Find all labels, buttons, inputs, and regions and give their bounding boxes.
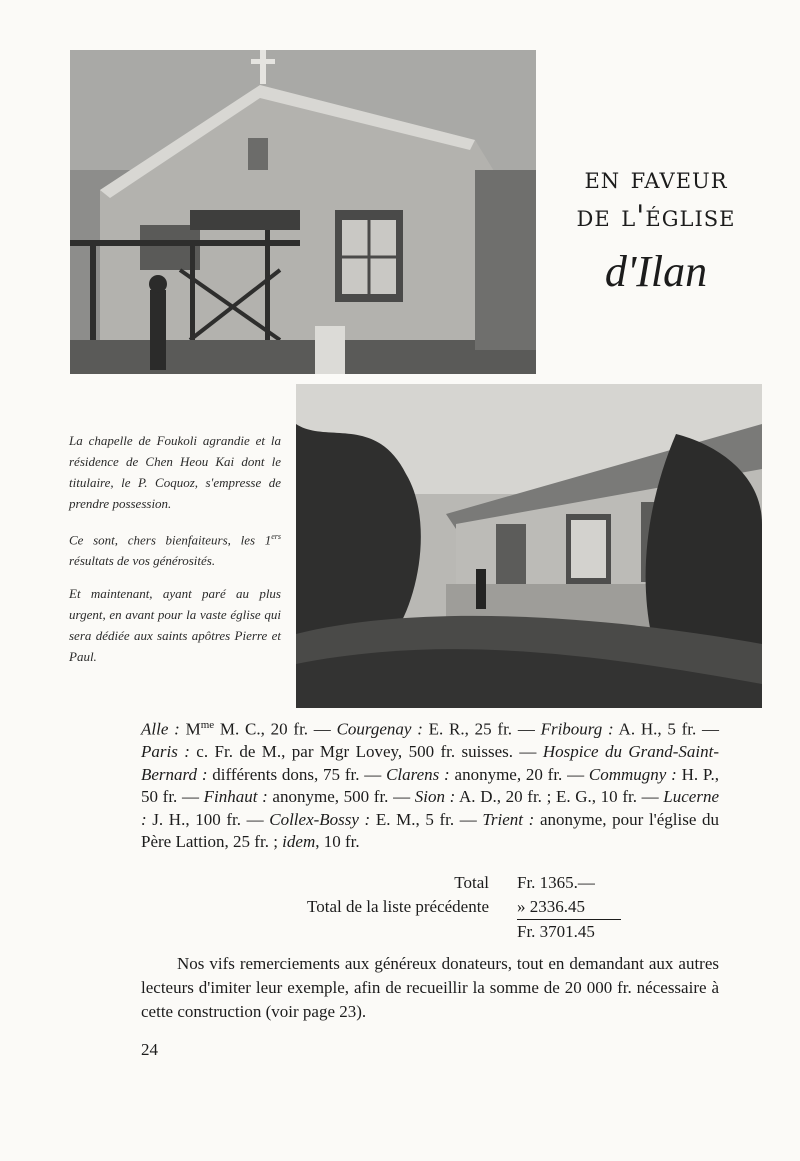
thanks-paragraph: Nos vifs remerciements aux généreux donateurs, tout en demandant aux autres lecteurs d'imiter leur exemple, afin de recueillir la somme de 20 000 fr. nécessaire à cette construction (voir page 23). [141,954,719,1021]
place-finhaut: Finhaut : [203,787,268,807]
place-clarens: Clarens : [386,764,450,784]
place-courgenay: Courgenay : [336,719,423,739]
place-sion: Sion : [414,787,456,807]
totals-row-current [141,871,621,895]
previous-total-value: » 2336.45 [517,895,621,920]
page-number: 24 [141,1040,158,1059]
title-block [556,160,756,302]
place-fribourg: Fribourg : [540,719,614,739]
place-alle: Alle : [141,719,180,739]
place-collex-bossy: Collex-Bossy : [269,809,371,829]
caption-paragraph-3: Et maintenant, ayant paré au plus urgent, en avant pour la vaste église qui sera dédiée aux saints apôtres Pierre et Paul. [69,586,281,665]
totals-row-grand [141,920,621,944]
donor-list: Alle : $M^{me}$ M. C., 20 fr. — Courgenay : E. R., 25 fr. — Fribourg : A. H., 5 fr. — Paris : c. Fr. de M., par Mgr Lovey, 500 fr. suisses. — Hospice du Grand-Saint-Bernard : différents dons, 75 fr. — Clarens : anonyme, 20 fr. — Commugny : H. P., 50 fr. — Finhaut : anonyme, 500 fr. — Sion : A. D., 20 fr. ; E. G., 10 fr. — Lucerne : J. H., 100 fr. — Collex-Bossy : E. M., 5 fr. — Trient : anonyme, pour l'église du Père Lattion, 25 fr. ; idem, 10 fr. [141,719,720,852]
title-place: d'Ilan [604,247,708,296]
caption-paragraph-2: Ce sont, chers bienfaiteurs, les 1ers résultats de vos générosités. [69,532,281,569]
previous-total-label: Total de la liste précédente [307,897,489,916]
title-line-1: en faveur [584,161,728,196]
total-value: Fr. 1365.— [517,873,595,892]
totals-table [141,871,621,944]
place-paris: Paris : [141,742,190,762]
place-hospice: Hospice du Grand-Saint-Bernard : [141,742,720,784]
idem: idem [282,832,316,852]
caption-paragraph-1: La chapelle de Foukoli agrandie et la résidence de Chen Heou Kai dont le titulaire, le P. Coquoz, s'empresse de prendre possession. [69,433,281,511]
title-line-2: de l'église [576,199,736,234]
grand-total-value: Fr. 3701.45 [517,922,595,941]
place-trient: Trient : [482,809,535,829]
place-commugny: Commugny : [588,764,677,784]
total-label: Total [454,873,489,892]
photo-caption [69,430,281,679]
photo-residence-icon [296,384,762,708]
place-lucerne: Lucerne : [141,787,719,829]
photo-chapel-icon [70,50,536,374]
totals-row-previous [141,895,621,920]
